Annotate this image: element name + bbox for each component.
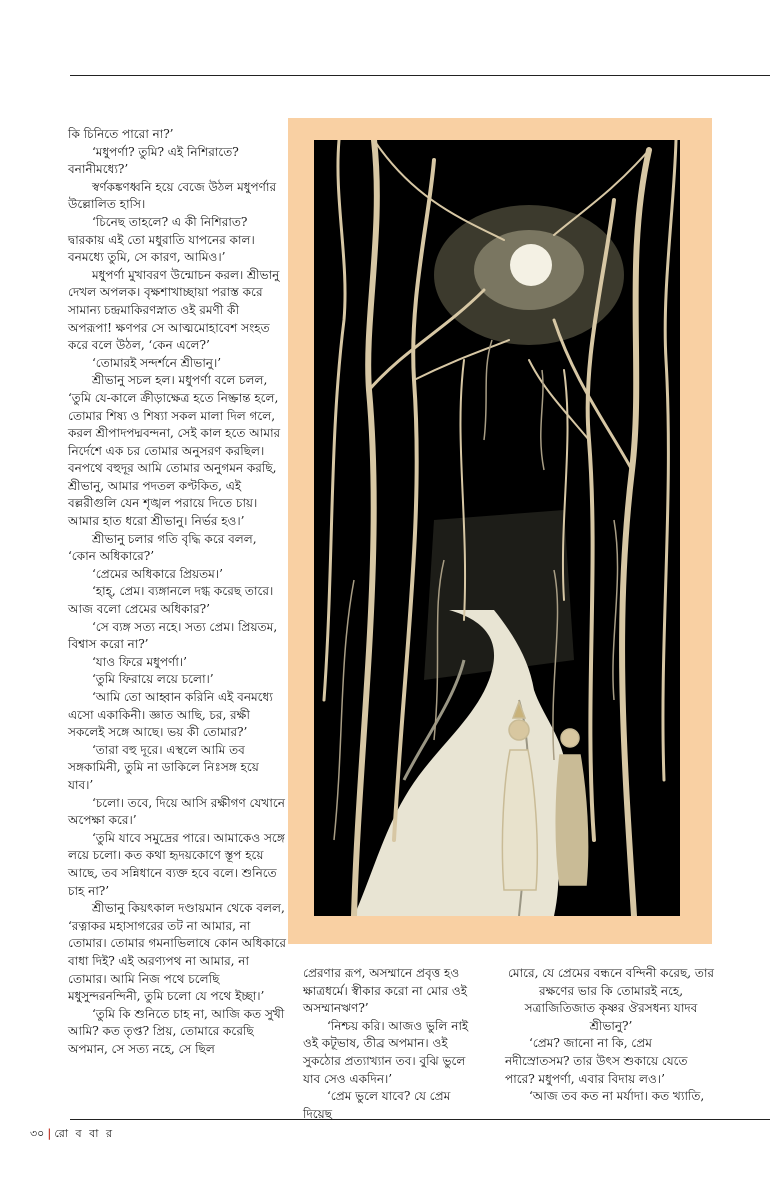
text-column-1 [68, 126, 286, 1058]
text-column-3 [505, 965, 717, 1106]
paragraph: ‘হাহ্‌, প্রেম। ব্যঙ্গানলে দগ্ধ করেছ তারে। আজ বলো প্রেমের অধিকার?’ [68, 584, 274, 617]
text-column-2 [303, 965, 478, 1123]
paragraph: ‘তুমি কি শুনিতে চাহ না, আজি কত সুখী আমি? কত তৃপ্ত? প্রিয়, তোমারে করেছি অপমান, সে সত্য নহে, সে ছিল [68, 1006, 285, 1056]
header-rule [70, 75, 770, 76]
paragraph: শ্রীভানু কিয়ৎকাল দণ্ডায়মান থেকে বলল, ‘রত্নাকর মহাসাগরের তট না আমার, না তোমার। তোমার গমনাভিলাষে কোন অধিকারে বাধা দিই? এই অরণ্যপথ না আমার, না তোমার। আমি নিজ পথে চলেছি মধুসুন্দরনন্দিনী, তুমি চলো যে পথে ইচ্ছা।’ [68, 901, 286, 1004]
paragraph: কি চিনিতে পারো না?’ [68, 127, 174, 141]
paragraph: ‘সে ব্যঙ্গ সত্য নহে। সত্য প্রেম। প্রিয়তম, বিশ্বাস করো না?’ [68, 619, 278, 652]
paragraph: প্রেরণার রূপ, অসম্মানে প্রবৃত্ত হও ক্ষাত্রধর্মে। স্বীকার করো না মোর ওই অসম্মানঋণ?’ [303, 966, 467, 1016]
paragraph: ‘প্রেম? জানো না কি, প্রেম নদীস্রোতসম? তার উৎস শুকায়ে যেতে পারে? মধুপর্ণা, এবার বিদায় লও।’ [505, 1036, 688, 1086]
forest-moon-couple-illustration [314, 140, 680, 916]
paragraph: স্বর্ণকঙ্কণধ্বনি হয়ে বেজে উঠল মধুপর্ণার উল্লোলিত হাসি। [68, 179, 277, 212]
moon-icon [510, 244, 552, 286]
paragraph: শ্রীভানু চলার গতি বৃদ্ধি করে বলল, ‘কোন অধিকারে?’ [68, 531, 257, 564]
paragraph: ‘আমি তো আহ্বান করিনি এই বনমধ্যে এসো একাকিনী। জ্ঞাত আছি, চর, রক্ষী সকলেই সঙ্গে আছে। ভয় কী তোমার?’ [68, 690, 273, 740]
paragraph: ‘তুমি যাবে সমুদ্রের পারে। আমাকেও সঙ্গে লয়ে চলো। কত কথা হৃদয়কোণে স্তূপ হয়ে আছে, তব সন্নিধানে ব্যক্ত হবে বলে। শুনিতে চাহ না?’ [68, 830, 285, 898]
paragraph: ‘যাও ফিরে মধুপর্ণা।’ [92, 654, 187, 669]
paragraph: ‘চলো। তবে, দিয়ে আসি রক্ষীগণ যেখানে অপেক্ষা করে।’ [68, 795, 285, 828]
illustration-forest-night [314, 140, 680, 916]
paragraph: ‘চিনেছ তাহলে? এ কী নিশিরাত? দ্বারকায় এই তো মধুরাতি যাপনের কাল। বনমধ্যে তুমি, সে কারণ, আমিও।’ [68, 214, 255, 265]
paragraph: ‘নিশ্চয় করি। আজও ভুলি নাই ওই কটূভাষ, তীব্র অপমান। ওই সুকঠোর প্রত্যাখ্যান তব। বুঝি ভুলে যাব সেও একদিন।’ [303, 1018, 469, 1086]
paragraph: শ্রীভানু সচল হল। মধুপর্ণা বলে চলল, ‘তুমি যে-কালে ক্রীড়াক্ষেত্র হতে নিষ্ক্রান্ত হলে, তোমার শিষ্য ও শিষ্যা সকল মালা দিল গলে, করল শ্রীপাদপদ্মবন্দনা, সেই কাল হতে আমার নির্দেশে এক চর তোমার অনুসরণ করছিল। বনপথে বহুদূর আমি তোমার অনুগমন করছি, শ্রীভানু, আমার পদতল কণ্টকিত, এই বল্লরীগুলি যেন শৃঙ্খল পরায়ে দিতে চায়। আমার হাত ধরো শ্রীভানু। নির্ভর হও।’ [68, 373, 281, 529]
page-footer [30, 1125, 114, 1144]
paragraph: ‘তারা বহু দূরে। এস্থলে আমি তব সঙ্গকামিনী, তুমি না ডাকিলে নিঃসঙ্গ হয়ে যাব।’ [68, 742, 259, 792]
paragraph: ‘প্রেম ভুলে যাবে? যে প্রেম দিয়েছ [303, 1089, 451, 1121]
footer-rule [70, 1119, 770, 1120]
paragraph: মোরে, যে প্রেমের বন্ধনে বন্দিনী করেছ, তার রক্ষণের ভার কি তোমারই নহে, সত্রাজিতিজাত কৃষ্ণর ঔরসধন্য যাদব শ্রীভানু?’ [507, 966, 715, 1033]
paragraph: ‘তুমি ফিরায়ে লয়ে চলো।’ [92, 672, 214, 687]
page-number: ৩০ [30, 1127, 45, 1140]
paragraph: ‘প্রেমের অধিকারে প্রিয়তম।’ [92, 566, 223, 581]
paragraph: ‘আজ তব কত না মর্যাদা। কত খ্যাতি, [529, 1089, 705, 1104]
paragraph: ‘তোমারই সন্দর্শনে শ্রীভানু।’ [92, 355, 222, 370]
footer-separator: | [47, 1127, 52, 1140]
paragraph: ‘মধুপর্ণা? তুমি? এই নিশিরাতে? বনানীমধ্যে?’ [68, 144, 239, 177]
magazine-name: রো ব বা র [54, 1127, 115, 1140]
paragraph: মধুপর্ণা মুখাবরণ উন্মোচন করল। শ্রীভানু দেখল অপলক। বৃক্ষশাখাচ্ছায়া পরাস্ত করে সামান্য চন্দ্রমাকিরণস্নাত ওই রমণী কী অপরূপা! ক্ষণপর সে আত্মমোহাবেশ সংহত করে বলে উঠল, ‘কেন এলে?’ [68, 267, 280, 353]
